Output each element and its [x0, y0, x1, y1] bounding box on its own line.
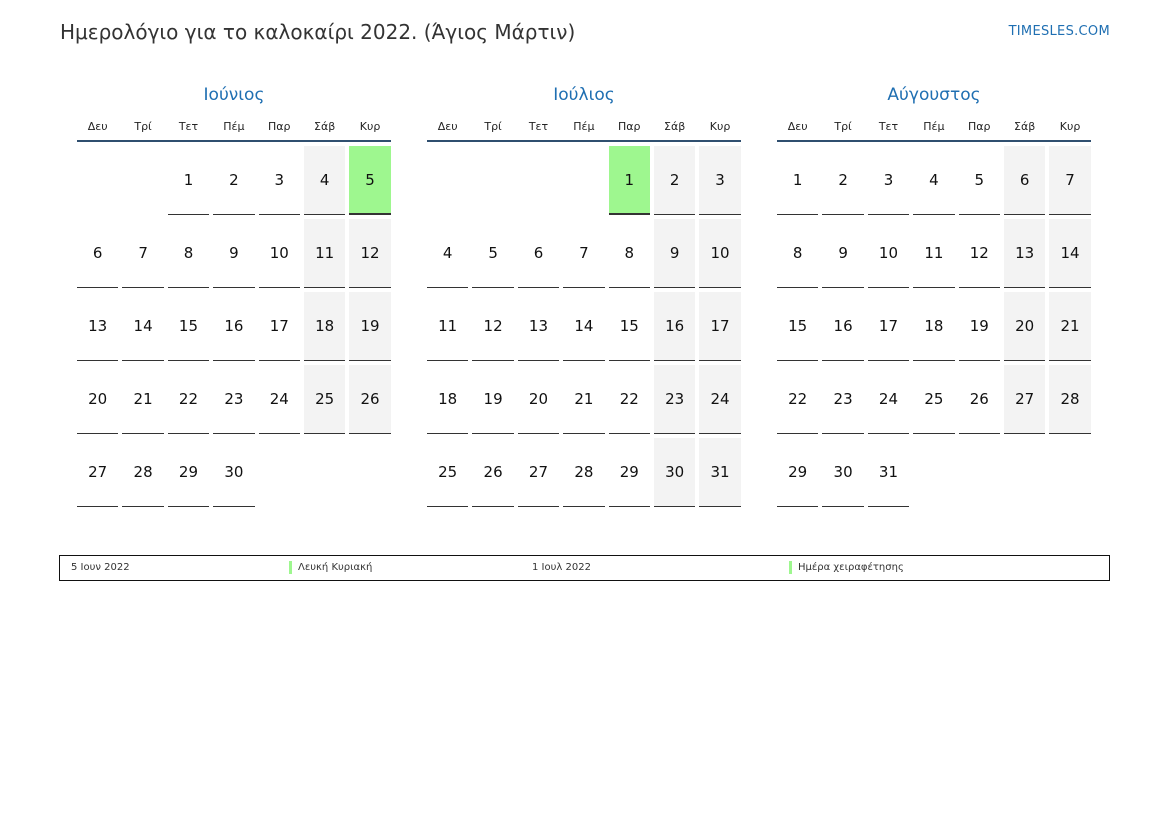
day-cell[interactable]: 25: [913, 365, 954, 434]
day-cell[interactable]: 20: [1004, 292, 1045, 361]
day-cell[interactable]: 22: [777, 365, 818, 434]
day-cell[interactable]: 29: [777, 438, 818, 507]
day-cell[interactable]: 21: [563, 365, 604, 434]
site-link[interactable]: TIMESLES.COM: [1008, 24, 1110, 39]
day-cell[interactable]: 1: [777, 146, 818, 215]
days-grid: [427, 146, 741, 507]
day-cell[interactable]: 12: [472, 292, 513, 361]
day-cell[interactable]: 11: [427, 292, 468, 361]
weekday-label: Σάβ: [664, 119, 686, 133]
weekday-header: [427, 108, 741, 142]
day-cell[interactable]: 28: [563, 438, 604, 507]
weekday-label: Πέμ: [573, 119, 595, 133]
day-cell[interactable]: 16: [822, 292, 863, 361]
day-cell[interactable]: 26: [472, 438, 513, 507]
holiday-marker-icon: [289, 561, 292, 574]
day-cell[interactable]: 30: [822, 438, 863, 507]
day-cell[interactable]: 28: [1049, 365, 1090, 434]
day-cell[interactable]: 3: [868, 146, 909, 215]
month-july: [427, 82, 741, 507]
day-cell[interactable]: 9: [654, 219, 695, 288]
holiday-marker-icon: [789, 561, 792, 574]
weekday-label: Πέμ: [923, 119, 945, 133]
day-cell[interactable]: 15: [777, 292, 818, 361]
day-cell[interactable]: 9: [213, 219, 254, 288]
weekday-label: Κυρ: [359, 119, 381, 133]
page-title: Ημερολόγιο για το καλοκαίρι 2022. (Άγιος Μάρτιν): [60, 20, 576, 44]
weekday-label: Κυρ: [709, 119, 731, 133]
empty-cell: [518, 146, 559, 215]
day-cell[interactable]: 11: [304, 219, 345, 288]
day-cell[interactable]: 9: [822, 219, 863, 288]
empty-cell: [77, 146, 118, 215]
day-cell[interactable]: 6: [1004, 146, 1045, 215]
weekday-label: Παρ: [268, 119, 291, 133]
month-june: [77, 82, 391, 507]
legend-date: 5 Ιουν 2022: [71, 562, 130, 573]
day-cell[interactable]: 27: [77, 438, 118, 507]
day-cell[interactable]: 30: [213, 438, 254, 507]
day-cell[interactable]: 2: [654, 146, 695, 215]
day-cell[interactable]: 27: [1004, 365, 1045, 434]
weekday-label: Κυρ: [1059, 119, 1081, 133]
day-cell[interactable]: 26: [959, 365, 1000, 434]
day-cell[interactable]: 8: [777, 219, 818, 288]
day-cell[interactable]: 31: [699, 438, 740, 507]
month-august: [777, 82, 1091, 507]
day-cell[interactable]: 24: [699, 365, 740, 434]
weekday-label: Τρί: [834, 119, 852, 133]
weekday-label: Τετ: [178, 119, 199, 133]
day-cell[interactable]: 19: [349, 292, 390, 361]
day-cell[interactable]: 14: [563, 292, 604, 361]
day-cell[interactable]: 25: [427, 438, 468, 507]
empty-cell: [472, 146, 513, 215]
day-cell[interactable]: 24: [868, 365, 909, 434]
day-cell[interactable]: 10: [699, 219, 740, 288]
day-cell[interactable]: 2: [213, 146, 254, 215]
legend-holiday-name: Λευκή Κυριακή: [298, 562, 373, 573]
day-cell[interactable]: 26: [349, 365, 390, 434]
weekday-label: Τρί: [484, 119, 502, 133]
day-cell[interactable]: 15: [609, 292, 650, 361]
day-cell[interactable]: 11: [913, 219, 954, 288]
day-cell[interactable]: 4: [304, 146, 345, 215]
holiday-day-cell[interactable]: 5: [349, 146, 390, 215]
weekday-label: Σάβ: [314, 119, 336, 133]
day-cell[interactable]: 21: [1049, 292, 1090, 361]
day-cell[interactable]: 22: [168, 365, 209, 434]
holiday-legend: [59, 555, 1110, 581]
day-cell[interactable]: 3: [699, 146, 740, 215]
day-cell[interactable]: 3: [259, 146, 300, 215]
day-cell[interactable]: 23: [654, 365, 695, 434]
day-cell[interactable]: 28: [122, 438, 163, 507]
legend-holiday-name: Ημέρα χειραφέτησης: [798, 562, 904, 573]
day-cell[interactable]: 19: [959, 292, 1000, 361]
weekday-label: Δευ: [87, 119, 108, 133]
days-grid: [77, 146, 391, 507]
month-title: Αύγουστος: [887, 85, 981, 105]
weekday-label: Πέμ: [223, 119, 245, 133]
day-cell[interactable]: 25: [304, 365, 345, 434]
day-cell[interactable]: 6: [518, 219, 559, 288]
day-cell[interactable]: 6: [77, 219, 118, 288]
weekday-label: Τετ: [878, 119, 899, 133]
weekday-label: Παρ: [618, 119, 641, 133]
day-cell[interactable]: 30: [654, 438, 695, 507]
day-cell[interactable]: 1: [168, 146, 209, 215]
day-cell[interactable]: 16: [213, 292, 254, 361]
day-cell[interactable]: 15: [168, 292, 209, 361]
day-cell[interactable]: 29: [609, 438, 650, 507]
day-cell[interactable]: 17: [259, 292, 300, 361]
day-cell[interactable]: 23: [213, 365, 254, 434]
day-cell[interactable]: 29: [168, 438, 209, 507]
day-cell[interactable]: 22: [609, 365, 650, 434]
day-cell[interactable]: 18: [913, 292, 954, 361]
legend-date: 1 Ιουλ 2022: [532, 562, 591, 573]
day-cell[interactable]: 31: [868, 438, 909, 507]
day-cell[interactable]: 7: [122, 219, 163, 288]
weekday-label: Τετ: [528, 119, 549, 133]
weekday-label: Τρί: [134, 119, 152, 133]
empty-cell: [427, 146, 468, 215]
weekday-header: [77, 108, 391, 142]
weekday-label: Σάβ: [1014, 119, 1036, 133]
day-cell[interactable]: 14: [122, 292, 163, 361]
day-cell[interactable]: 16: [654, 292, 695, 361]
weekday-label: Δευ: [437, 119, 458, 133]
day-cell[interactable]: 19: [472, 365, 513, 434]
days-grid: [777, 146, 1091, 507]
day-cell[interactable]: 24: [259, 365, 300, 434]
day-cell[interactable]: 7: [1049, 146, 1090, 215]
day-cell[interactable]: 12: [349, 219, 390, 288]
day-cell[interactable]: 5: [959, 146, 1000, 215]
weekday-label: Δευ: [787, 119, 808, 133]
day-cell[interactable]: 14: [1049, 219, 1090, 288]
day-cell[interactable]: 13: [1004, 219, 1045, 288]
day-cell[interactable]: 4: [913, 146, 954, 215]
day-cell[interactable]: 13: [518, 292, 559, 361]
weekday-header: [777, 108, 1091, 142]
weekday-label: Παρ: [968, 119, 991, 133]
day-cell[interactable]: 7: [563, 219, 604, 288]
day-cell[interactable]: 18: [304, 292, 345, 361]
day-cell[interactable]: 17: [868, 292, 909, 361]
empty-cell: [563, 146, 604, 215]
day-cell[interactable]: 8: [609, 219, 650, 288]
day-cell[interactable]: 8: [168, 219, 209, 288]
day-cell[interactable]: 13: [77, 292, 118, 361]
day-cell[interactable]: 12: [959, 219, 1000, 288]
month-title: Ιούνιος: [203, 85, 265, 105]
empty-cell: [122, 146, 163, 215]
day-cell[interactable]: 27: [518, 438, 559, 507]
day-cell[interactable]: 23: [822, 365, 863, 434]
day-cell[interactable]: 4: [427, 219, 468, 288]
day-cell[interactable]: 10: [259, 219, 300, 288]
day-cell[interactable]: 5: [472, 219, 513, 288]
day-cell[interactable]: 18: [427, 365, 468, 434]
day-cell[interactable]: 20: [77, 365, 118, 434]
day-cell[interactable]: 2: [822, 146, 863, 215]
day-cell[interactable]: 21: [122, 365, 163, 434]
day-cell[interactable]: 20: [518, 365, 559, 434]
holiday-day-cell[interactable]: 1: [609, 146, 650, 215]
day-cell[interactable]: 17: [699, 292, 740, 361]
month-title: Ιούλιος: [553, 85, 615, 105]
day-cell[interactable]: 10: [868, 219, 909, 288]
